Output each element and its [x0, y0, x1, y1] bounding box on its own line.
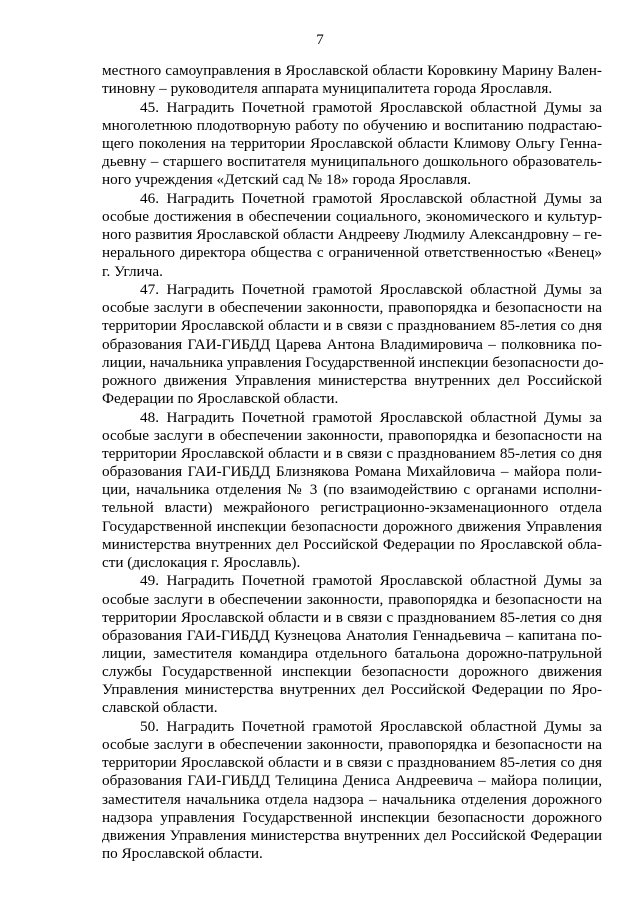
text-line: рожного движения Управления министерства внутренних дел Российской [102, 371, 602, 389]
text-line: 48. Наградить Почетной грамотой Ярославской областной Думы за [140, 408, 602, 426]
text-line: службы Государственной инспекции безопасности дорожного движения [102, 663, 602, 681]
text-line: многолетнюю плодотворную работу по обучению и воспитанию подрастаю- [102, 116, 602, 134]
paragraph-47 [102, 281, 602, 408]
text-line: лиции, заместителя командира отдельного батальона дорожно-патрульной [102, 645, 602, 662]
text-line: славской области. [102, 699, 218, 717]
text-line: движения Управления министерства внутренних дел Российской Федерации [102, 826, 602, 844]
text-line: Государственной инспекции безопасности дорожного движения Управления [102, 517, 602, 535]
text-line: заместителя начальника отдела надзора – начальника отделения дорожного [102, 790, 602, 808]
text-line: территории Ярославской области и в связи с празднованием 85-летия со дня [102, 608, 602, 626]
paragraph-45 [102, 99, 602, 190]
paragraph-44-continuation [102, 62, 602, 98]
text-line: дьевну – старшего воспитателя муниципального дошкольного образователь- [102, 153, 602, 171]
text-line: местного самоуправления в Ярославской области Коровкину Марину Вален- [102, 62, 602, 79]
text-line: образования ГАИ-ГИБДД Кузнецова Анатолия Геннадьевича – капитана по- [102, 626, 602, 644]
text-line: ции, начальника отделения № 3 (по взаимодействию с органами исполни- [102, 481, 602, 499]
text-line: территории Ярославской области и в связи с празднованием 85-летия со дня [102, 754, 602, 772]
text-line: ного учреждения «Детский сад № 18» города Ярославля. [102, 171, 472, 189]
text-line: г. Углича. [102, 262, 163, 280]
text-line: 47. Наградить Почетной грамотой Ярославской областной Думы за [140, 281, 602, 299]
text-line: тиновну – руководителя аппарата муниципалитета города Ярославля. [102, 80, 553, 98]
text-line: сти (дислокация г. Ярославль). [102, 553, 301, 571]
text-line: образования ГАИ-ГИБДД Телицина Дениса Андреевича – майора полиции, [102, 772, 602, 790]
text-line: 46. Наградить Почетной грамотой Ярославской областной Думы за [140, 189, 602, 207]
text-line: территории Ярославской области и в связи с празднованием 85-летия со дня [102, 317, 602, 335]
text-line: Федерации по Ярославской области. [102, 390, 339, 408]
paragraph-50 [102, 718, 602, 863]
text-line: особые достижения в обеспечении социального, экономического и культур- [102, 208, 602, 226]
text-line: по Ярославской области. [102, 845, 263, 863]
text-line: нерального директора общества с ограниченной ответственностью «Венец» [102, 244, 602, 262]
text-line: особые заслуги в обеспечении законности, правопорядка и безопасности на [102, 736, 602, 754]
text-line: особые заслуги в обеспечении законности, правопорядка и безопасности на [102, 590, 602, 608]
text-line: надзора управления Государственной инспекции безопасности дорожного [102, 808, 602, 826]
text-line: территории Ярославской области и в связи с празднованием 85-летия со дня [102, 444, 602, 462]
text-line: особые заслуги в обеспечении законности, правопорядка и безопасности на [102, 426, 602, 444]
page-number: 7 [316, 32, 324, 48]
text-line: образования ГАИ-ГИБДД Царева Антона Владимировича – полковника по- [102, 335, 602, 353]
text-line: 49. Наградить Почетной грамотой Ярославской областной Думы за [140, 572, 602, 590]
paragraph-49 [102, 572, 602, 717]
text-line: образования ГАИ-ГИБДД Близнякова Романа Михайловича – майора поли- [102, 463, 602, 481]
paragraph-48 [102, 409, 602, 572]
text-line: министерства внутренних дел Российской Федерации по Ярославской обла- [102, 535, 602, 553]
text-line: 50. Наградить Почетной грамотой Ярославской областной Думы за [140, 718, 602, 736]
text-line: щего поколения на территории Ярославской области Климову Ольгу Генна- [102, 135, 602, 153]
text-line: тельной власти) межрайоного регистрационно-экзаменационного отдела [102, 499, 602, 517]
text-line: лиции, начальника управления Государственной инспекции безопасности до- [102, 353, 604, 371]
text-line: Управления министерства внутренних дел Российской Федерации по Яро- [102, 681, 602, 699]
text-line: ного развития Ярославской области Андрееву Людмилу Александровну – ге- [102, 226, 602, 244]
text-line: особые заслуги в обеспечении законности, правопорядка и безопасности на [102, 299, 602, 317]
paragraph-46 [102, 190, 602, 281]
text-line: 45. Наградить Почетной грамотой Ярославской областной Думы за [140, 98, 602, 116]
document-body [102, 62, 602, 864]
